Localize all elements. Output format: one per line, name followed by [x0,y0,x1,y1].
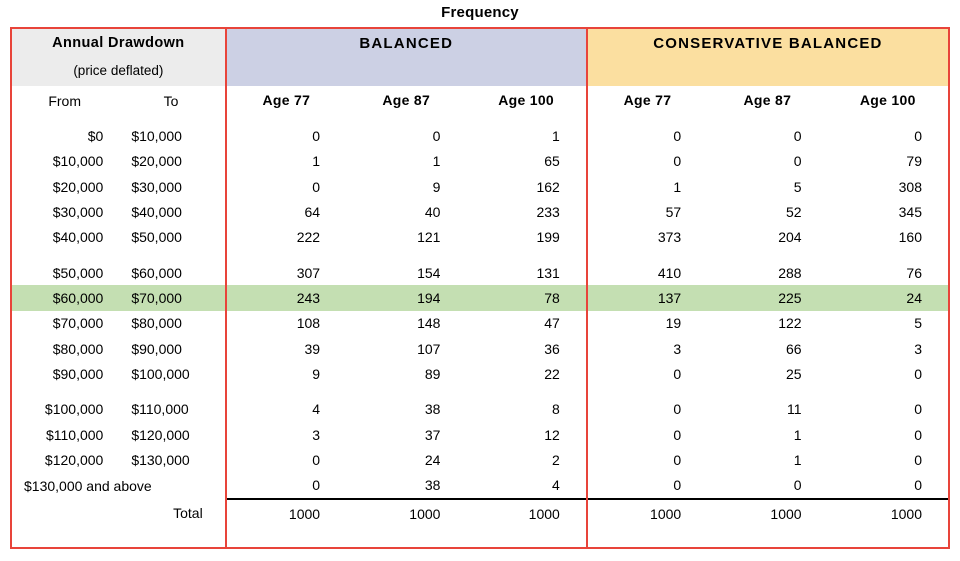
table-row [12,199,948,224]
cell-conservative-age77: 0 [587,447,707,472]
cell-conservative-age77: 0 [587,361,707,386]
group-header-balanced-filler [226,57,587,85]
cell-balanced-age100: 47 [544,315,560,332]
cell-conservative-age100: 5 [914,315,922,332]
cell-conservative-age87: 0 [793,127,802,144]
cell-conservative-age87: 0 [793,153,802,170]
row-range-to: $20,000 [131,153,182,170]
cell-conservative-age77: 19 [587,311,707,336]
cell-conservative-age87: 1 [793,426,802,443]
cell-balanced-age87: 24 [424,452,441,469]
cell-balanced-age77: 1 [226,149,346,174]
cell-balanced-age100: 233 [536,203,560,220]
table-row [12,260,948,285]
spacer-cell [346,387,466,397]
left-header-subtitle: (price deflated) [12,57,226,85]
row-range-from: $120,000 [44,452,104,469]
spacer-cell [707,387,827,397]
cell-conservative-age87: 52 [785,203,802,220]
row-range-to: $100,000 [131,365,190,382]
cell-balanced-age87: 148 [417,315,441,332]
cell-conservative-age100: 160 [898,229,922,246]
cell-conservative-age100: 24 [828,285,948,310]
cell-balanced-age87: 1 [432,153,441,170]
cell-conservative-age100: 0 [914,401,922,418]
group-gap-row [12,250,948,260]
spacer-cell [466,387,586,397]
cell-balanced-age87: 9 [432,178,441,195]
cell-conservative-age87: 5 [793,178,802,195]
cell-balanced-age100: 22 [544,365,560,382]
row-range-from: $60,000 [12,285,117,310]
row-range-to: $90,000 [131,340,182,357]
row-range-to: $80,000 [131,315,182,332]
left-header-title: Annual Drawdown [12,29,226,57]
column-header-conservative-age87: Age 87 [743,91,792,108]
table-header-row-2 [12,57,948,85]
spacer-cell [226,526,346,547]
cell-conservative-age100: 345 [898,203,922,220]
table-row [12,447,948,472]
spacer-cell [117,526,225,547]
cell-conservative-age100: 3 [914,340,922,357]
cell-balanced-age77: 243 [226,285,346,310]
table-row [12,149,948,174]
cell-conservative-age100: 79 [906,153,922,170]
cell-conservative-age100: 0 [914,365,922,382]
table-total-row [12,499,948,526]
table-row [12,311,948,336]
table-row [12,336,948,361]
cell-conservative-age77: 3 [587,336,707,361]
cell-balanced-age77: 4 [226,397,346,422]
spacer-cell [707,526,827,547]
row-range-to: $10,000 [131,127,182,144]
row-range-from: $80,000 [52,340,104,357]
row-range-from: $70,000 [52,315,104,332]
spacer-cell [12,250,117,260]
cell-conservative-age100: 0 [914,452,922,469]
total-label: Total [173,504,203,521]
spacer-cell [226,250,346,260]
cell-balanced-age77: 39 [226,336,346,361]
cell-balanced-age100: 2 [552,452,560,469]
cell-balanced-age77: 0 [226,473,346,499]
cell-balanced-age77: 64 [226,199,346,224]
page-title: Frequency [441,4,519,21]
cell-conservative-age100: 308 [898,178,922,195]
total-balanced-age77: 1000 [226,499,346,526]
cell-conservative-age87: 25 [785,365,802,382]
cell-conservative-age77: 137 [587,285,707,310]
cell-conservative-age87: 0 [793,477,802,494]
cell-balanced-age77: 0 [226,174,346,199]
cell-conservative-age100: 0 [914,426,922,443]
row-range-from: $100,000 [44,401,104,418]
column-header-from: From [48,93,81,110]
table-row [12,225,948,250]
spacer-cell [466,250,586,260]
cell-conservative-age77: 1 [587,174,707,199]
total-balanced-age100: 1000 [466,499,586,526]
cell-balanced-age87: 37 [424,426,441,443]
cell-balanced-age100: 12 [544,426,560,443]
cell-balanced-age87: 107 [417,340,441,357]
cell-balanced-age100: 8 [552,401,560,418]
table-row [12,361,948,386]
cell-conservative-age77: 410 [587,260,707,285]
cell-balanced-age100: 131 [536,264,560,281]
row-range-to: $30,000 [131,178,182,195]
spacer-cell [707,250,827,260]
cell-conservative-age87: 225 [707,285,827,310]
column-header-balanced-age87: Age 87 [382,91,431,108]
total-conservative-age77: 1000 [587,499,707,526]
cell-balanced-age77: 9 [226,361,346,386]
cell-conservative-age77: 0 [587,149,707,174]
cell-balanced-age87: 89 [424,365,441,382]
cell-balanced-age87: 121 [417,229,441,246]
cell-balanced-age77: 222 [226,225,346,250]
cell-conservative-age77: 0 [587,422,707,447]
total-conservative-age87: 1000 [707,499,827,526]
frequency-table-container [10,27,950,549]
table-header-row-3 [12,86,948,117]
cell-balanced-age87: 154 [417,264,441,281]
cell-conservative-age87: 66 [785,340,802,357]
spacer-cell [828,250,948,260]
cell-conservative-age100: 0 [914,127,922,144]
spacer-cell [828,387,948,397]
row-range-to: $120,000 [131,426,190,443]
cell-conservative-age77: 0 [587,123,707,148]
row-range-from: $10,000 [52,153,104,170]
cell-balanced-age87: 38 [424,477,441,494]
table-header-row-1 [12,29,948,57]
spacer-cell [466,526,586,547]
table-row [12,123,948,148]
spacer-cell [117,387,225,397]
row-range-from: $90,000 [52,365,104,382]
table-row [12,422,948,447]
spacer-cell [828,526,948,547]
cell-conservative-age77: 0 [587,397,707,422]
row-range-from: $110,000 [45,426,104,443]
spacer-cell [346,250,466,260]
table-row [12,285,948,310]
cell-balanced-age100: 162 [536,178,560,195]
spacer-cell [12,526,117,547]
row-range-to: $50,000 [131,229,182,246]
spacer-cell [587,387,707,397]
cell-conservative-age87: 204 [778,229,802,246]
group-header-conservative-balanced: CONSERVATIVE BALANCED [587,29,948,57]
cell-conservative-age77: 373 [587,225,707,250]
row-range-label: $130,000 and above [24,477,152,494]
cell-balanced-age87: 40 [424,203,441,220]
cell-balanced-age100: 199 [536,229,560,246]
group-header-balanced: BALANCED [226,29,587,57]
cell-balanced-age77: 108 [226,311,346,336]
cell-conservative-age100: 76 [906,264,922,281]
cell-conservative-age87: 1 [793,452,802,469]
group-gap-row [12,387,948,397]
cell-balanced-age87: 194 [346,285,466,310]
cell-conservative-age100: 0 [914,477,922,494]
table-row [12,174,948,199]
row-range-to: $70,000 [117,285,225,310]
row-range-from: $50,000 [52,264,104,281]
cell-balanced-age77: 307 [226,260,346,285]
row-range-to: $130,000 [131,452,190,469]
row-range-to: $110,000 [131,401,189,418]
group-header-conservative-filler [587,57,948,85]
cell-balanced-age87: 0 [432,127,441,144]
cell-balanced-age100: 1 [552,127,560,144]
cell-balanced-age100: 65 [544,153,560,170]
row-range-from: $0 [87,127,104,144]
table-row [12,397,948,422]
bottom-pad-row [12,526,948,547]
column-header-balanced-age100: Age 100 [498,91,555,108]
cell-balanced-age77: 0 [226,447,346,472]
spacer-cell [117,250,225,260]
cell-conservative-age87: 288 [778,264,802,281]
cell-balanced-age100: 78 [466,285,586,310]
spacer-cell [346,526,466,547]
row-range-from: $20,000 [52,178,104,195]
cell-conservative-age87: 11 [787,401,802,418]
row-range-from: $40,000 [52,229,104,246]
cell-balanced-age100: 36 [544,340,560,357]
cell-balanced-age77: 0 [226,123,346,148]
table-row [12,473,948,499]
total-balanced-age87: 1000 [346,499,466,526]
row-range-to: $60,000 [131,264,182,281]
column-header-conservative-age77: Age 77 [587,86,707,117]
cell-balanced-age100: 4 [552,477,560,494]
column-header-conservative-age100: Age 100 [859,91,916,108]
cell-conservative-age87: 122 [778,315,802,332]
spacer-cell [226,387,346,397]
column-header-to: To [163,93,179,110]
column-header-balanced-age77: Age 77 [226,86,346,117]
spacer-cell [587,526,707,547]
cell-balanced-age77: 3 [226,422,346,447]
spacer-cell [587,250,707,260]
cell-conservative-age77: 0 [587,473,707,499]
cell-balanced-age87: 38 [424,401,441,418]
total-conservative-age100: 1000 [828,499,948,526]
spacer-cell [12,387,117,397]
frequency-table [12,29,948,547]
row-range-from: $30,000 [52,203,104,220]
cell-conservative-age77: 57 [587,199,707,224]
row-range-to: $40,000 [131,203,182,220]
